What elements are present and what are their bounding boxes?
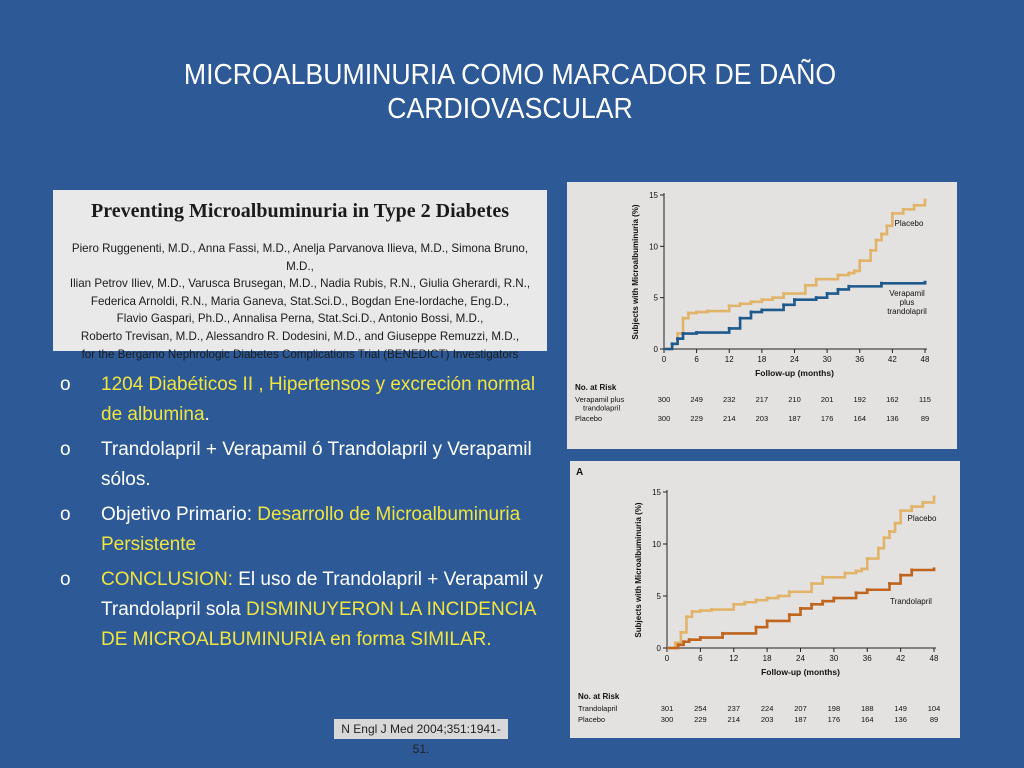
slide-title [151, 58, 869, 126]
risk-value: 217 [755, 395, 769, 404]
x-tick-label: 6 [694, 355, 699, 364]
risk-row-label: Verapamil plus [575, 395, 625, 404]
series-label-line: Placebo [894, 219, 924, 228]
risk-value: 198 [827, 704, 841, 713]
data-point [793, 298, 796, 301]
citation: N Engl J Med 2004;351:1941-51. [334, 719, 508, 739]
data-point [695, 311, 698, 314]
data-point [815, 278, 818, 281]
y-axis-label: Subjects with Microalbuminuria (%) [631, 204, 640, 340]
data-point [674, 641, 677, 644]
y-tick-label: 15 [649, 191, 658, 200]
data-point [788, 590, 791, 593]
data-point [810, 582, 813, 585]
data-point [877, 547, 880, 550]
data-point [821, 600, 824, 603]
author-line: Piero Ruggenenti, M.D., Anna Fassi, M.D., Anelja Parvanova Ilieva, M.D., Simona Bruno, M.D., [71, 242, 529, 273]
bullet-item [60, 435, 550, 495]
data-point [671, 342, 674, 345]
risk-value: 104 [927, 704, 941, 713]
risk-value: 176 [820, 414, 834, 423]
author-line: for the Bergamo Nephrologic Diabetes Complications Trial (BENEDICT) Investigators [81, 347, 519, 361]
risk-value: 214 [727, 715, 741, 724]
series-line-placebo [667, 497, 934, 648]
risk-value: 229 [694, 715, 707, 724]
data-point [933, 567, 936, 570]
data-point [706, 310, 709, 313]
x-tick-label: 0 [664, 654, 670, 663]
slide-title-line-1: MICROALBUMINURIA COMO MARCADOR DE DAÑO [183, 59, 837, 91]
paper-authors [63, 240, 537, 363]
data-point [687, 312, 690, 315]
data-point [815, 296, 818, 299]
data-point [728, 304, 731, 307]
risk-value: 201 [820, 395, 834, 404]
series-label [895, 219, 924, 228]
data-point [847, 285, 850, 288]
bullet-4-label: CONCLUSION: [101, 569, 233, 590]
x-tick-label: 12 [724, 355, 734, 364]
risk-value: 254 [694, 704, 707, 713]
data-point [855, 591, 858, 594]
data-point [866, 588, 869, 591]
risk-value: 115 [919, 395, 931, 404]
risk-value: 188 [860, 704, 874, 713]
risk-value: 301 [660, 704, 674, 713]
data-point [766, 619, 769, 622]
data-point [855, 570, 858, 573]
series-label-line: Verapamil [889, 289, 925, 298]
data-point [682, 332, 685, 335]
risk-value: 187 [794, 715, 807, 724]
y-tick-label: 0 [653, 345, 658, 354]
y-tick-label: 5 [653, 293, 658, 303]
risk-value: 210 [788, 395, 801, 404]
data-point [826, 292, 829, 295]
bullet-item [60, 565, 550, 655]
data-point [682, 317, 685, 320]
chart-svg [567, 182, 957, 449]
series-label [908, 514, 937, 523]
author-line: Ilian Petrov Iliev, M.D., Varusca Brusegan, M.D., Nadia Rubis, R.N., Giulia Gherardi, R.N., [69, 277, 531, 291]
x-axis-label: Follow-up (months) [761, 667, 840, 677]
bullet-item [60, 370, 550, 430]
data-point [913, 204, 916, 207]
data-point [894, 522, 897, 525]
risk-value: 136 [894, 715, 907, 724]
bullet-4-text: El uso de Trandolapril + Verapamil y Trandolapril sola [101, 569, 543, 620]
data-point [866, 557, 869, 560]
data-point [837, 288, 840, 291]
data-point [771, 296, 774, 299]
data-point [750, 300, 753, 303]
y-axis-label: Subjects with Microalbuminuria (%) [634, 502, 643, 638]
risk-value: 300 [657, 395, 671, 404]
data-point [755, 599, 758, 602]
risk-value: 249 [690, 395, 703, 404]
paper-header-image [53, 190, 547, 361]
bullet-1-end: . [204, 404, 210, 425]
data-point [788, 613, 791, 616]
data-point [869, 249, 872, 252]
x-tick-label: 24 [796, 654, 805, 663]
risk-value: 176 [827, 715, 841, 724]
y-tick-label: 10 [649, 242, 658, 252]
slide-title-line-2: CARDIOVASCULAR [387, 93, 633, 125]
data-point [910, 505, 913, 508]
risk-table-title: No. at Risk [578, 692, 620, 701]
chart-trandolapril-vs-placebo [570, 461, 960, 738]
series-label [890, 597, 932, 606]
data-point [782, 303, 785, 306]
panel-label: A [576, 467, 584, 478]
x-tick-label: 48 [929, 654, 939, 663]
x-tick-label: 36 [862, 654, 872, 663]
data-point [676, 332, 679, 335]
x-tick-label: 6 [698, 654, 703, 663]
chart-svg [570, 461, 960, 738]
bullet-marker: o [60, 504, 71, 525]
data-point [677, 643, 680, 646]
data-point [743, 601, 746, 604]
data-point [691, 610, 694, 613]
data-point [721, 632, 724, 635]
data-point [810, 603, 813, 606]
risk-table-title: No. at Risk [575, 383, 617, 392]
series-line-placebo [664, 200, 925, 349]
data-point [777, 595, 780, 598]
risk-row-label: Placebo [578, 715, 606, 724]
author-line: Federica Arnoldi, R.N., Maria Ganeva, Stat.Sci.D., Bogdan Ene-Iordache, Eng.D., [90, 294, 510, 308]
risk-value: 89 [929, 715, 939, 724]
risk-value: 203 [755, 414, 769, 423]
author-line: Roberto Trevisan, M.D., Alessandro R. Dodesini, M.D., and Giuseppe Remuzzi, M.D., [80, 329, 520, 343]
data-point [880, 282, 883, 285]
data-point [695, 331, 698, 334]
x-tick-label: 12 [729, 654, 739, 663]
x-tick-label: 42 [896, 654, 906, 663]
data-point [921, 501, 924, 504]
data-point [933, 496, 936, 499]
x-tick-label: 30 [822, 355, 832, 364]
data-point [924, 199, 927, 202]
bullet-marker: o [60, 374, 71, 395]
data-point [739, 317, 742, 320]
risk-value: 149 [894, 704, 907, 713]
bullet-marker: o [60, 439, 71, 460]
bullet-marker: o [60, 569, 71, 590]
chart-verapamil-vs-placebo [567, 182, 957, 449]
data-point [853, 269, 856, 272]
risk-value: 192 [853, 395, 867, 404]
data-point [732, 603, 735, 606]
data-point [685, 615, 688, 618]
data-point [899, 574, 902, 577]
data-point [832, 597, 835, 600]
data-point [847, 272, 850, 275]
data-point [902, 208, 905, 211]
bullet-item [60, 500, 550, 560]
data-point [679, 631, 682, 634]
risk-value: 164 [860, 715, 874, 724]
risk-value: 300 [657, 414, 671, 423]
risk-value: 300 [660, 715, 674, 724]
series-label-line: Placebo [907, 514, 937, 523]
data-point [837, 274, 840, 277]
paper-title: Preventing Microalbuminuria in Type 2 Diabetes [91, 200, 509, 222]
data-point [860, 567, 863, 570]
risk-value: 232 [722, 395, 736, 404]
risk-value: 214 [722, 414, 736, 423]
data-point [782, 292, 785, 295]
risk-value: 89 [920, 414, 930, 423]
y-tick-label: 5 [656, 592, 661, 601]
x-tick-label: 30 [829, 654, 839, 663]
data-point [728, 327, 731, 330]
data-point [699, 609, 702, 612]
data-point [880, 233, 883, 236]
data-point [688, 638, 691, 641]
risk-value: 224 [760, 704, 774, 713]
risk-value: 237 [727, 704, 741, 713]
risk-value: 136 [886, 414, 899, 423]
bullet-2-text: Trandolapril + Verapamil ó Trandolapril y Verapamil sólos. [101, 439, 532, 490]
risk-row-label: Trandolapril [578, 704, 618, 713]
x-tick-label: 24 [790, 355, 799, 364]
data-point [750, 311, 753, 314]
data-point [755, 626, 758, 629]
risk-value: 162 [886, 395, 899, 404]
data-point [710, 608, 713, 611]
data-point [804, 284, 807, 287]
y-tick-label: 0 [656, 644, 661, 653]
data-point [766, 597, 769, 600]
series-label-line: Trandolapril [890, 597, 932, 606]
x-tick-label: 48 [920, 355, 930, 364]
data-point [910, 569, 913, 572]
data-point [821, 576, 824, 579]
series-label-line: trandolapril [887, 307, 927, 316]
risk-value: 207 [794, 704, 807, 713]
data-point [676, 337, 679, 340]
data-point [891, 212, 894, 215]
data-point [699, 636, 702, 639]
data-point [760, 308, 763, 311]
y-tick-label: 10 [652, 540, 661, 549]
x-tick-label: 18 [757, 355, 767, 364]
data-point [858, 259, 861, 262]
author-line: Flavio Gaspari, Ph.D., Annalisa Perna, Stat.Sci.D., Antonio Bossi, M.D., [116, 312, 484, 326]
risk-row-label: trandolapril [583, 403, 621, 413]
y-tick-label: 15 [652, 488, 661, 497]
data-point [899, 509, 902, 512]
data-point [844, 572, 847, 575]
x-axis-label: Follow-up (months) [755, 368, 834, 378]
risk-value: 164 [853, 414, 867, 423]
data-point [888, 530, 891, 533]
data-point [682, 640, 685, 643]
data-point [888, 582, 891, 585]
bullet-1-highlight: 1204 Diabéticos II , Hipertensos y excreción normal de albumina [101, 374, 536, 425]
data-point [924, 281, 927, 284]
bullet-3-label: Objetivo Primario: [101, 504, 258, 525]
data-point [885, 224, 888, 227]
data-point [875, 239, 878, 242]
data-point [799, 607, 802, 610]
series-label-line: plus [899, 298, 915, 307]
x-tick-label: 42 [887, 355, 897, 364]
risk-value: 187 [788, 414, 801, 423]
bullet-4-highlight: DISMINUYERON LA INCIDENCIA DE MICROALBUMINURIA en forma SIMILAR. [101, 599, 536, 650]
series-label [887, 289, 927, 316]
risk-value: 229 [690, 414, 703, 423]
data-point [760, 298, 763, 301]
x-tick-label: 36 [855, 355, 865, 364]
bullet-3-highlight: Desarrollo de Microalbuminuria Persistente [101, 504, 521, 555]
data-point [882, 536, 885, 539]
bullet-list [60, 370, 550, 660]
x-tick-label: 18 [762, 654, 772, 663]
risk-row-label: Placebo [575, 414, 603, 423]
data-point [739, 302, 742, 305]
risk-value: 203 [760, 715, 774, 724]
x-tick-label: 0 [661, 355, 667, 364]
